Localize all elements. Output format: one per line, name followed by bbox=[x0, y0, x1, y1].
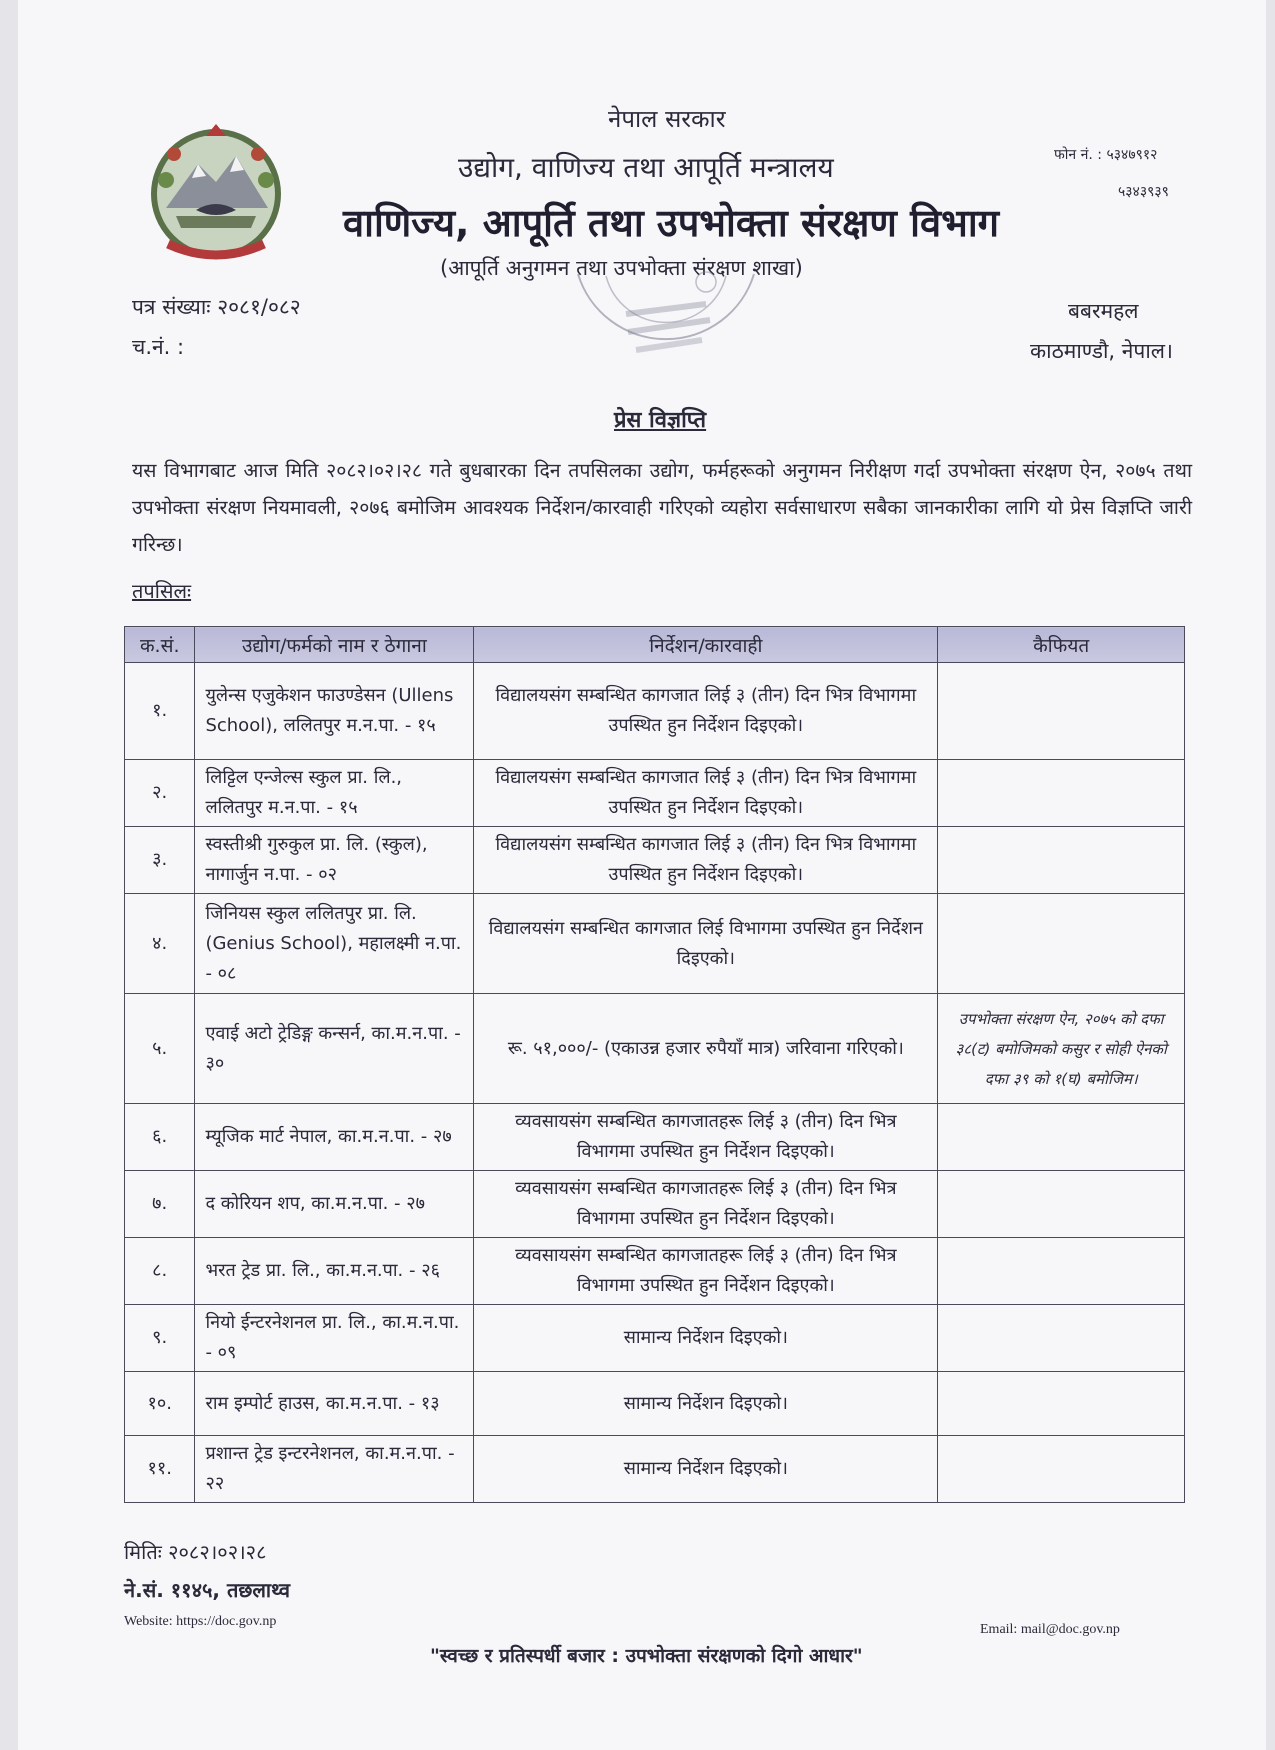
row-firm: एवाई अटो ट्रेडिङ्ग कन्सर्न, का.म.न.पा. - ३० bbox=[195, 994, 474, 1104]
row-firm: भरत ट्रेड प्रा. लि., का.म.न.पा. - २६ bbox=[195, 1238, 474, 1305]
row-firm: लिट्टिल एन्जेल्स स्कुल प्रा. लि., ललितपुर म.न.पा. - १५ bbox=[195, 760, 474, 827]
letter-number: पत्र संख्याः २०८१/०८२ bbox=[132, 295, 301, 319]
row-action: रू. ५१,०००/- (एकाउन्न हजार रुपैयाँ मात्र) जरिवाना गरिएको। bbox=[474, 994, 938, 1104]
row-firm: नियो ईन्टरनेशनल प्रा. लि., का.म.न.पा. - ०९ bbox=[195, 1305, 474, 1372]
row-action: सामान्य निर्देशन दिइएको। bbox=[474, 1305, 938, 1372]
address-line-1: बबरमहल bbox=[1068, 299, 1139, 323]
phone-number-2: ५३४३९३९ bbox=[1118, 184, 1169, 200]
row-remark bbox=[938, 1436, 1185, 1503]
department-name: वाणिज्य, आपूर्ति तथा उपभोक्ता संरक्षण विभाग bbox=[343, 201, 1000, 245]
intro-paragraph: यस विभागबाट आज मिति २०८२।०२।२८ गते बुधबारका दिन तपसिलका उद्योग, फर्महरूको अनुगमन निरीक्षण गर्दा उपभोक्ता संरक्षण ऐन, २०७५ तथा उपभोक्ता संरक्षण नियमावली, २०७६ बमोजिम आवश्यक निर्देशन/कारवाही गरिएको व्यहोरा सर्वसाधारण सबैका जानकारीका लागि यो प्रेस विज्ञप्ति जारी गरिन्छ। bbox=[132, 459, 1192, 556]
row-action: विद्यालयसंग सम्बन्धित कागजात लिई विभागमा उपस्थित हुन निर्देशन दिइएको। bbox=[474, 894, 938, 994]
dispatch-number: च.नं. : bbox=[132, 335, 185, 359]
row-serial: ७. bbox=[125, 1171, 195, 1238]
row-remark bbox=[938, 1171, 1185, 1238]
row-remark bbox=[938, 663, 1185, 760]
table-row bbox=[125, 1171, 1185, 1238]
table-row bbox=[125, 1238, 1185, 1305]
table-row bbox=[125, 1104, 1185, 1171]
row-action: व्यवसायसंग सम्बन्धित कागजातहरू लिई ३ (तीन) दिन भित्र विभागमा उपस्थित हुन निर्देशन दिइएको। bbox=[474, 1104, 938, 1171]
row-serial: ६. bbox=[125, 1104, 195, 1171]
government-name: नेपाल सरकार bbox=[608, 105, 726, 133]
row-serial: ८. bbox=[125, 1238, 195, 1305]
table-row bbox=[125, 827, 1185, 894]
row-serial: १. bbox=[125, 663, 195, 760]
row-remark bbox=[938, 1372, 1185, 1436]
row-firm: राम इम्पोर्ट हाउस, का.म.न.पा. - १३ bbox=[195, 1372, 474, 1436]
row-action: विद्यालयसंग सम्बन्धित कागजात लिई ३ (तीन) दिन भित्र विभागमा उपस्थित हुन निर्देशन दिइएको। bbox=[474, 663, 938, 760]
ministry-name: उद्योग, वाणिज्य तथा आपूर्ति मन्त्रालय bbox=[458, 151, 834, 184]
row-action: सामान्य निर्देशन दिइएको। bbox=[474, 1372, 938, 1436]
details-label: तपसिलः bbox=[132, 579, 192, 603]
column-header-sn: क.सं. bbox=[125, 627, 195, 663]
table-row bbox=[125, 1305, 1185, 1372]
table-row bbox=[125, 894, 1185, 994]
table-row bbox=[125, 994, 1185, 1104]
row-remark bbox=[938, 1238, 1185, 1305]
row-action: विद्यालयसंग सम्बन्धित कागजात लिई ३ (तीन) दिन भित्र विभागमा उपस्थित हुन निर्देशन दिइएको। bbox=[474, 760, 938, 827]
row-action: सामान्य निर्देशन दिइएको। bbox=[474, 1436, 938, 1503]
official-seal-stamp-icon bbox=[566, 264, 766, 394]
row-firm: स्वस्तीश्री गुरुकुल प्रा. लि. (स्कुल), नागार्जुन न.पा. - ०२ bbox=[195, 827, 474, 894]
row-remark bbox=[938, 827, 1185, 894]
row-serial: १०. bbox=[125, 1372, 195, 1436]
table-row bbox=[125, 663, 1185, 760]
column-header-remark: कैफियत bbox=[938, 627, 1185, 663]
row-remark bbox=[938, 894, 1185, 994]
press-release-heading: प्रेस विज्ञप्ति bbox=[614, 408, 707, 433]
row-serial: ३. bbox=[125, 827, 195, 894]
row-serial: २. bbox=[125, 760, 195, 827]
address-line-2: काठमाण्डौ, नेपाल। bbox=[1030, 339, 1173, 363]
row-serial: ५. bbox=[125, 994, 195, 1104]
nepal-emblem-icon bbox=[136, 116, 296, 266]
row-serial: ९. bbox=[125, 1305, 195, 1372]
phone-number-1: फोन नं. : ५३४७९१२ bbox=[1054, 147, 1158, 163]
footer-slogan: "स्वच्छ र प्रतिस्पर्धी बजार : उपभोक्ता संरक्षणको दिगो आधार" bbox=[430, 1645, 863, 1667]
row-firm: म्यूजिक मार्ट नेपाल, का.म.न.पा. - २७ bbox=[195, 1104, 474, 1171]
table-row bbox=[125, 760, 1185, 827]
inspection-table bbox=[124, 626, 1185, 1503]
release-date: मितिः २०८२।०२।२८ bbox=[124, 1540, 267, 1564]
row-action: विद्यालयसंग सम्बन्धित कागजात लिई ३ (तीन) दिन भित्र विभागमा उपस्थित हुन निर्देशन दिइएको। bbox=[474, 827, 938, 894]
row-serial: ४. bbox=[125, 894, 195, 994]
row-remark bbox=[938, 1305, 1185, 1372]
row-firm: प्रशान्त ट्रेड इन्टरनेशनल, का.म.न.पा. - २२ bbox=[195, 1436, 474, 1503]
row-remark bbox=[938, 760, 1185, 827]
row-action: व्यवसायसंग सम्बन्धित कागजातहरू लिई ३ (तीन) दिन भित्र विभागमा उपस्थित हुन निर्देशन दिइएको। bbox=[474, 1171, 938, 1238]
website-link[interactable]: Website: https://doc.gov.np bbox=[124, 1614, 277, 1629]
row-remark: उपभोक्ता संरक्षण ऐन, २०७५ को दफा ३८(ट) बमोजिमको कसुर र सोही ऐनको दफा ३९ को १(घ) बमोजिम। bbox=[938, 994, 1185, 1104]
table-row bbox=[125, 1372, 1185, 1436]
column-header-action: निर्देशन/कारवाही bbox=[474, 627, 938, 663]
row-firm: युलेन्स एजुकेशन फाउण्डेसन (Ullens School), ललितपुर म.न.पा. - १५ bbox=[195, 663, 474, 760]
press-release-page bbox=[18, 0, 1266, 1750]
table-header-row bbox=[125, 627, 1185, 663]
row-firm: द कोरियन शप, का.म.न.पा. - २७ bbox=[195, 1171, 474, 1238]
row-serial: ११. bbox=[125, 1436, 195, 1503]
row-firm: जिनियस स्कुल ललितपुर प्रा. लि. (Genius School), महालक्ष्मी न.पा. - ०८ bbox=[195, 894, 474, 994]
table-row bbox=[125, 1436, 1185, 1503]
email-link[interactable]: Email: mail@doc.gov.np bbox=[980, 1622, 1120, 1637]
row-action: व्यवसायसंग सम्बन्धित कागजातहरू लिई ३ (तीन) दिन भित्र विभागमा उपस्थित हुन निर्देशन दिइएको। bbox=[474, 1238, 938, 1305]
row-remark bbox=[938, 1104, 1185, 1171]
column-header-firm: उद्योग/फर्मको नाम र ठेगाना bbox=[195, 627, 474, 663]
branch-name: (आपूर्ति अनुगमन तथा उपभोक्ता संरक्षण शाखा) bbox=[440, 256, 803, 280]
nepal-sambat-date: ने.सं. ११४५, तछलाथ्व bbox=[124, 1578, 290, 1602]
